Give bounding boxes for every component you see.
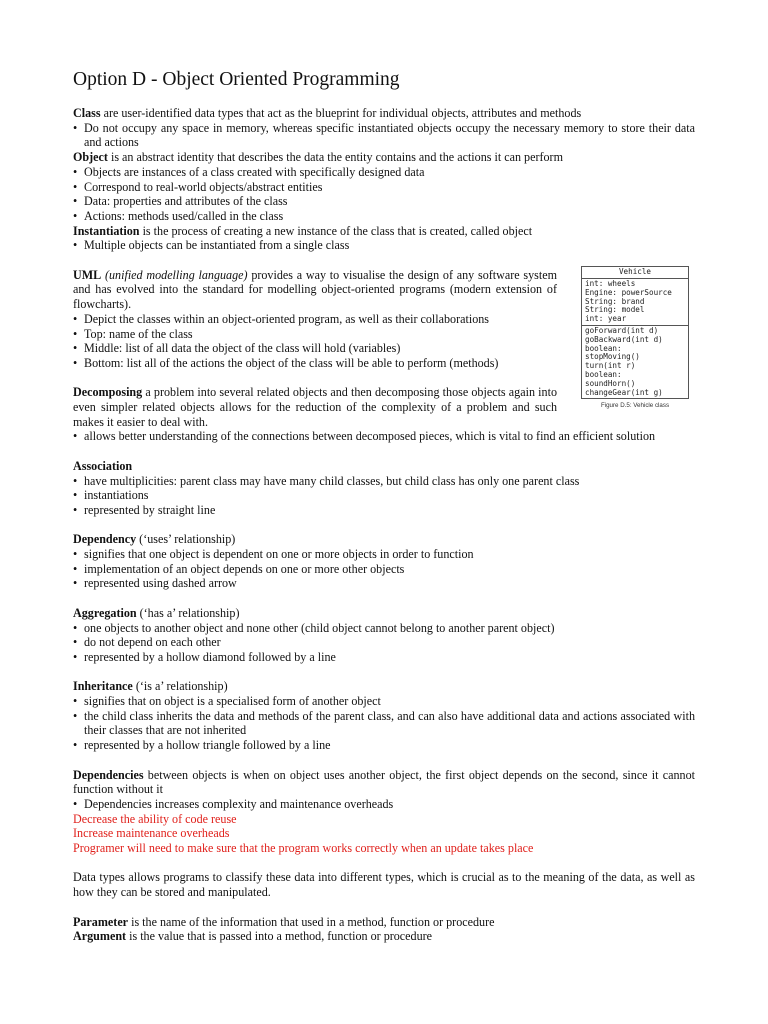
list-item: • Objects are instances of a class created with specifically designed data [73,165,695,180]
dependencies-bullets [73,797,695,812]
term-argument: Argument [73,929,127,944]
instantiation-bullets [73,238,695,253]
red-note: Increase maintenance overheads [73,826,230,841]
spacer [73,753,695,768]
class-bullets [73,121,695,150]
term-parameter: Parameter [73,914,129,929]
list-item: • Dependencies increases complexity and maintenance overheads [73,797,695,812]
decomposing-bullets [73,429,695,444]
list-item: • do not depend on each other [73,635,695,650]
list-item: • represented by a hollow diamond followed by a line [73,650,695,665]
list-item: • one objects to another object and none other (child object cannot belong to another parent object) [73,621,695,636]
uml-class-figure [581,266,689,411]
object-definition: Object is an abstract identity that describes the data the entity contains and the actions it can perform [73,150,563,165]
dependency-heading: Dependency (‘uses’ relationship) [73,532,236,547]
term-dependencies: Dependencies [73,767,144,782]
uml-attributes [582,279,688,325]
parameter-definition: Parameter is the name of the information that used in a method, function or procedure [73,914,495,929]
decomposing-definition: Decomposing a problem into several related objects and then decomposing those objects again into even simpler related objects allows for the reduction of the complexity of a problem and such makes it easier to deal with. [73,385,557,429]
dependency-bullets [73,547,695,591]
uml-attribute: String: model [585,305,645,315]
instantiation-definition: Instantiation is the process of creating a new instance of the class that is created, called object [73,223,533,238]
uml-attribute: Engine: powerSource [585,287,672,297]
object-bullets [73,165,695,224]
list-item: • Do not occupy any space in memory, whereas specific instantiated objects occupy the necessary memory to store their data and actions [73,121,695,150]
list-item: • allows better understanding of the connections between decomposed pieces, which is vital to find an efficient solution [73,429,695,444]
term-inheritance: Inheritance [73,679,133,694]
uml-bullets [73,312,557,371]
list-item: • Data: properties and attributes of the class [73,194,695,209]
uml-method: stopMoving() [585,352,640,362]
list-item: • Middle: list of all data the object of the class will hold (variables) [73,341,557,356]
term-aggregation: Aggregation [73,605,137,620]
class-definition: Class are user-identified data types that act as the blueprint for individual objects, attributes and methods [73,106,582,120]
list-item: • Correspond to real-world objects/abstract entities [73,180,695,195]
uml-attribute: String: brand [585,296,645,306]
list-item: • Actions: methods used/called in the class [73,209,695,224]
figure-caption: Figure D.5: Vehicle class [600,402,670,410]
list-item: • signifies that one object is dependent on one or more objects in order to function [73,547,695,562]
uml-method: boolean: [585,369,622,379]
red-note: Decrease the ability of code reuse [73,811,237,826]
list-item: • Depict the classes within an object-oriented program, as well as their collaborations [73,312,557,327]
term-class: Class [73,106,101,120]
uml-definition: UML (unified modelling language) provides a way to visualise the design of any software system and has evolved into the standard for modelling object-oriented programs (modern extension of flowcharts). [73,267,557,312]
term-uml: UML [73,267,102,282]
document-body [73,68,695,944]
inheritance-bullets [73,694,695,753]
list-item: • Top: name of the class [73,327,557,342]
uml-attribute: int: year [585,314,627,324]
list-item: • have multiplicities: parent class may have many child classes, but child class has only one parent class [73,474,695,489]
list-item: • Bottom: list all of the actions the object of the class will be able to perform (methods) [73,356,557,371]
list-item: • signifies that on object is a specialised form of another object [73,694,695,709]
list-item: • instantiations [73,488,695,503]
term-object: Object [73,150,108,165]
uml-class-name: Vehicle [582,267,688,279]
dependencies-definition: Dependencies between objects is when on object uses another object, the first object depends on the second, since it cannot function without it [73,767,695,797]
uml-method: goBackward(int d) [585,334,663,344]
page-title: Option D - Object Oriented Programming [73,69,400,90]
term-decomposing: Decomposing [73,385,143,400]
term-dependency: Dependency [73,532,137,547]
inheritance-heading: Inheritance (‘is a’ relationship) [73,679,228,694]
spacer [73,591,695,606]
term-association: Association [73,458,133,473]
uml-method: turn(int r) [585,361,636,371]
uml-block [73,268,557,430]
uml-methods [582,325,688,398]
spacer [73,856,695,871]
list-item: • implementation of an object depends on one or more other objects [73,562,695,577]
aggregation-heading: Aggregation (‘has a’ relationship) [73,605,240,620]
list-item: • represented by straight line [73,503,695,518]
list-item: • represented by a hollow triangle followed by a line [73,738,695,753]
list-item: • represented using dashed arrow [73,576,695,591]
list-item: • the child class inherits the data and methods of the parent class, and can also have additional data and actions associated with their classes that are not inherited [73,709,695,738]
spacer [73,900,695,915]
uml-class-box [581,266,689,399]
uml-method: goForward(int d) [585,325,659,335]
uml-method: boolean: [585,343,622,353]
datatypes-paragraph: Data types allows programs to classify these data into different types, which is crucial as to the meaning of the data, as well as how they can be stored and manipulated. [73,870,695,900]
association-bullets [73,474,695,518]
spacer [73,444,695,459]
list-item: • Multiple objects can be instantiated from a single class [73,238,695,253]
spacer [73,371,557,386]
uml-attribute: int: wheels [585,279,636,288]
term-instantiation: Instantiation [73,223,140,238]
red-note: Programer will need to make sure that the program works correctly when an update takes place [73,841,534,856]
spacer [73,518,695,533]
uml-method: soundHorn() [585,378,636,388]
aggregation-bullets [73,621,695,665]
argument-definition: Argument is the value that is passed into a method, function or procedure [73,929,433,944]
association-heading [73,459,695,474]
spacer [73,665,695,680]
uml-method: changeGear(int g) [585,387,663,397]
